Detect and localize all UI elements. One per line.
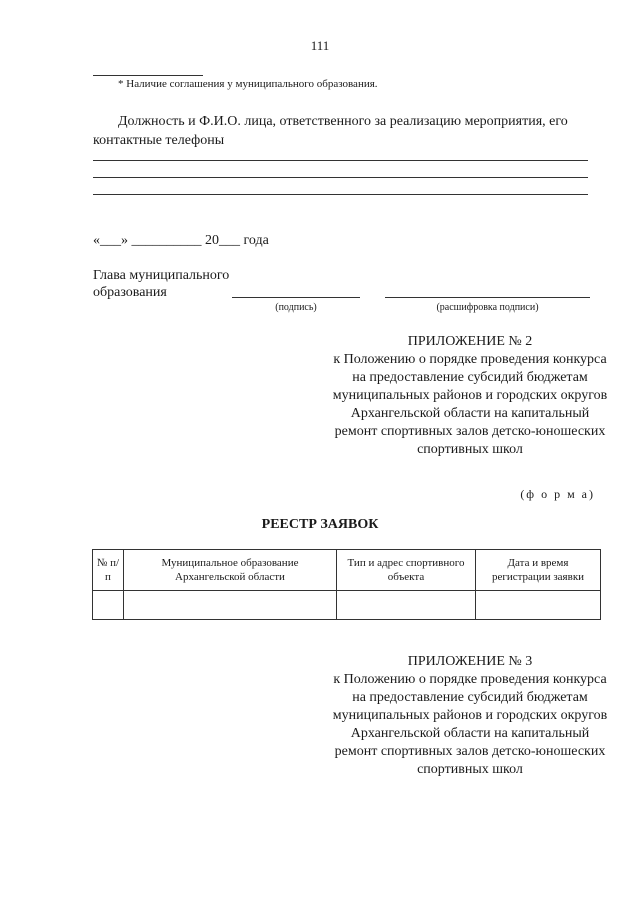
appendix-3-block	[330, 653, 610, 779]
footnote: * Наличие соглашения у муниципального образования.	[118, 78, 378, 90]
appendix-3-title: ПРИЛОЖЕНИЕ № 3	[407, 654, 533, 669]
table-cell	[337, 591, 476, 620]
date-line: «___» __________ 20___ года	[93, 233, 269, 248]
page-number: 111	[310, 38, 330, 53]
footnote-divider	[93, 75, 203, 76]
signature-caption: (подпись)	[275, 302, 317, 313]
table-cell	[93, 591, 124, 620]
column-header-municipality: Муниципальное образование Архангельской области	[124, 550, 337, 591]
column-header-facility: Тип и адрес спортивного объекта	[337, 550, 476, 591]
table-row	[93, 591, 601, 620]
signature-decoding-caption: (расшифровка подписи)	[436, 302, 539, 313]
table-cell	[476, 591, 601, 620]
responsible-person-label: Должность и Ф.И.О. лица, ответственного за реализацию мероприятия, его контактные телефоны	[93, 114, 568, 148]
column-header-number: № п/п	[93, 550, 124, 591]
head-of-municipality-label	[93, 267, 229, 301]
appendix-2-block	[330, 333, 610, 459]
head-label-line2: образования	[93, 285, 167, 300]
responsible-person-text	[93, 112, 593, 150]
table-header-row	[93, 550, 601, 591]
table-cell	[124, 591, 337, 620]
appendix-2-body: к Положению о порядке проведения конкурса на предоставление субсидий бюджетам муниципальных районов и городских округов Архангельской области на капитальный ремонт спортивных залов детско-юношеских спортивных школ	[332, 352, 608, 457]
signature-line	[232, 297, 360, 298]
appendix-3-body: к Положению о порядке проведения конкурса на предоставление субсидий бюджетам муниципальных районов и городских округов Архангельской области на капитальный ремонт спортивных залов детско-юношеских спортивных школ	[332, 672, 608, 777]
fill-line	[93, 194, 588, 195]
head-label-line1: Глава муниципального	[93, 268, 230, 283]
form-label: (ф о р м а)	[520, 487, 595, 501]
signature-decoding-line	[385, 297, 590, 298]
registry-title: РЕЕСТР ЗАЯВОК	[261, 517, 379, 532]
registry-table	[92, 549, 601, 620]
column-header-registration-date: Дата и время регистрации заявки	[476, 550, 601, 591]
appendix-2-title: ПРИЛОЖЕНИЕ № 2	[407, 334, 533, 349]
fill-line	[93, 177, 588, 178]
fill-line	[93, 160, 588, 161]
